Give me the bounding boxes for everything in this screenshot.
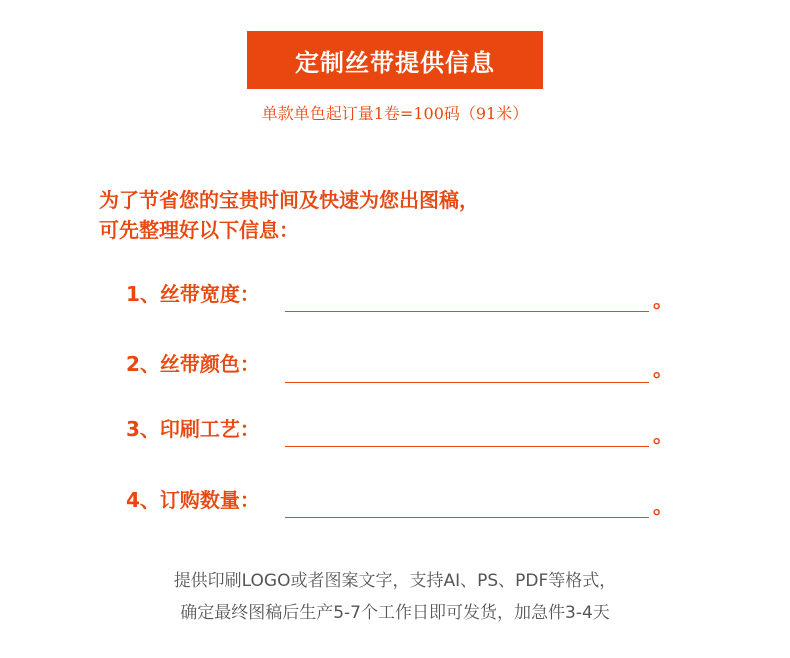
field-label-order-quantity: 4、订购数量： bbox=[126, 488, 260, 512]
period-mark: 。 bbox=[653, 357, 673, 381]
minimum-order-note: 单款单色起订量1卷=100码（91米） bbox=[261, 104, 529, 123]
field-label-ribbon-color: 2、丝带颜色： bbox=[126, 352, 260, 376]
intro-text bbox=[99, 185, 479, 245]
field-label-ribbon-width: 1、丝带宽度： bbox=[126, 282, 260, 306]
footer-line-2: 确定最终图稿后生产5-7个工作日即可发货，加急件3-4天 bbox=[180, 603, 610, 623]
blank-line-printing-process bbox=[285, 446, 649, 447]
intro-line-2: 可先整理好以下信息： bbox=[99, 218, 299, 242]
blank-line-ribbon-color bbox=[285, 382, 649, 383]
field-order-quantity bbox=[126, 484, 686, 524]
period-mark: 。 bbox=[653, 423, 673, 447]
page-title-banner bbox=[247, 31, 543, 89]
field-label-printing-process: 3、印刷工艺： bbox=[126, 417, 260, 441]
period-mark: 。 bbox=[653, 288, 673, 312]
blank-line-order-quantity bbox=[285, 517, 649, 518]
intro-line-1: 为了节省您的宝贵时间及快速为您出图稿， bbox=[99, 188, 479, 212]
footer-notes bbox=[0, 565, 790, 629]
field-printing-process bbox=[126, 413, 686, 453]
page-title: 定制丝带提供信息 bbox=[295, 48, 495, 77]
footer-line-1: 提供印刷LOGO或者图案文字，支持AI、PS、PDF等格式， bbox=[173, 571, 617, 591]
field-ribbon-color bbox=[126, 348, 686, 388]
field-ribbon-width bbox=[126, 278, 686, 318]
period-mark: 。 bbox=[653, 494, 673, 518]
blank-line-ribbon-width bbox=[285, 311, 649, 312]
